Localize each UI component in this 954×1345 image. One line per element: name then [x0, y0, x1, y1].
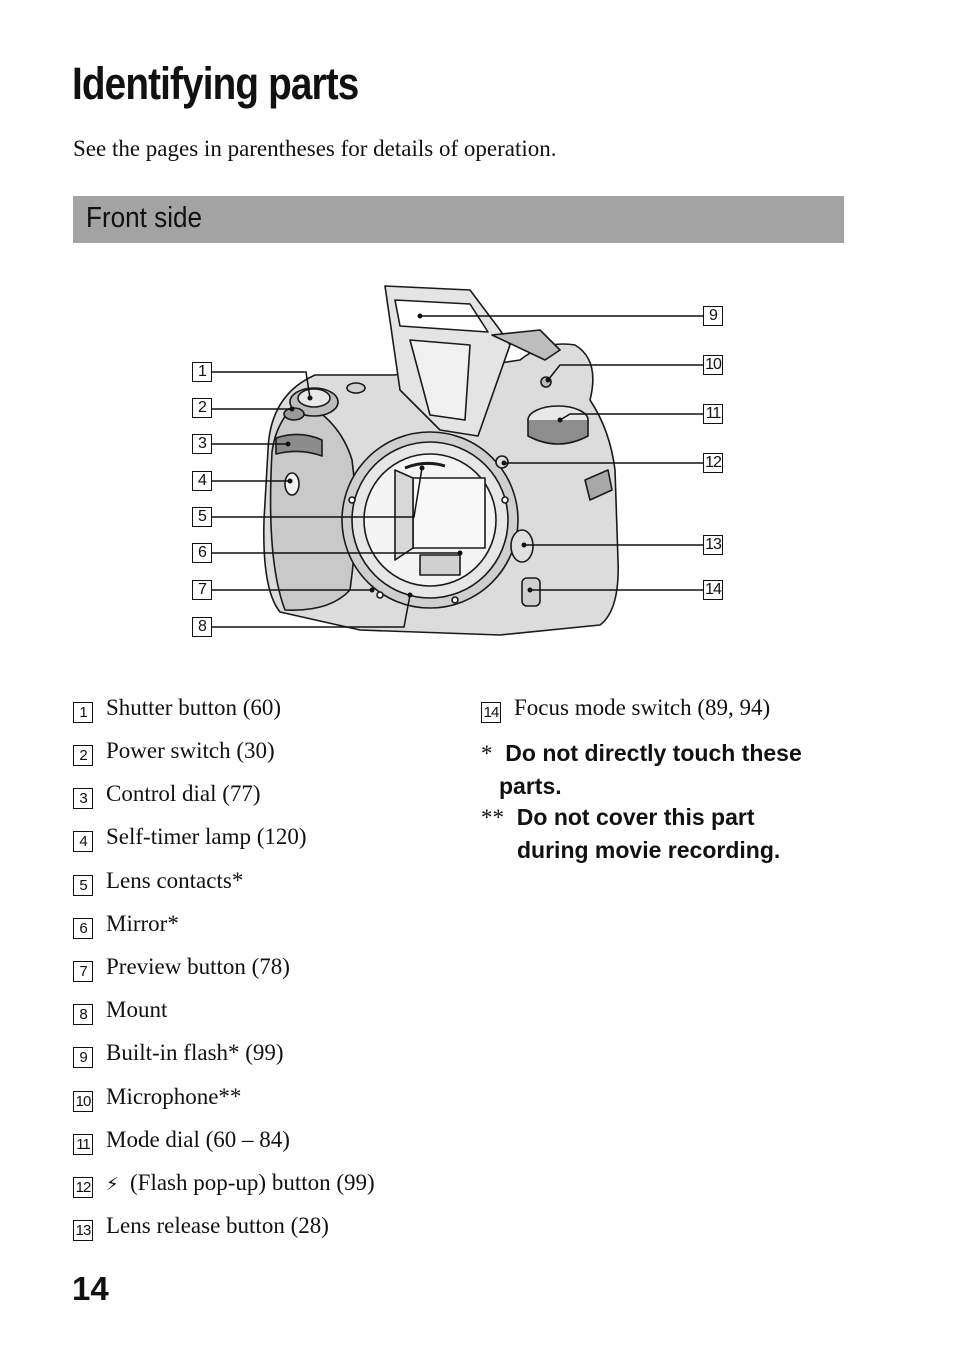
callout-6: 6	[192, 543, 212, 563]
callout-1: 1	[192, 362, 212, 382]
callout-4: 4	[192, 471, 212, 491]
item-number: 7	[73, 961, 93, 982]
list-item	[481, 695, 770, 725]
section-title: Front side	[86, 202, 203, 234]
item-number: 5	[73, 875, 93, 896]
item-label: Focus mode switch (89, 94)	[514, 695, 771, 720]
item-label: Shutter button (60)	[106, 695, 282, 720]
list-item	[73, 1084, 241, 1114]
item-number: 8	[73, 1004, 93, 1025]
item-label: Microphone**	[106, 1084, 242, 1109]
item-label: Lens contacts*	[106, 868, 244, 893]
callout-3: 3	[192, 434, 212, 454]
list-item	[73, 824, 307, 854]
list-item	[73, 781, 261, 811]
callout-7: 7	[192, 580, 212, 600]
item-number: 12	[73, 1177, 93, 1198]
callout-9: 9	[703, 306, 723, 326]
item-label: Mount	[106, 997, 168, 1022]
item-label: Lens release button (28)	[106, 1213, 329, 1238]
list-item	[73, 695, 281, 725]
note-mark: *	[481, 741, 493, 766]
callout-13: 13	[703, 535, 723, 555]
list-item	[73, 868, 243, 898]
item-number: 14	[481, 702, 501, 723]
item-label: Power switch (30)	[106, 738, 275, 763]
item-label: Preview button (78)	[106, 954, 290, 979]
item-number: 13	[73, 1220, 93, 1241]
page-title: Identifying parts	[72, 58, 359, 109]
list-item	[73, 1213, 329, 1243]
item-label: (Flash pop-up) button (99)	[130, 1170, 375, 1195]
item-number: 9	[73, 1047, 93, 1068]
item-label: Built-in flash* (99)	[106, 1040, 284, 1065]
note-double-asterisk	[481, 801, 780, 866]
callout-5: 5	[192, 507, 212, 527]
flash-icon: ⚡	[106, 1174, 119, 1195]
item-number: 10	[73, 1091, 93, 1112]
item-label: Mode dial (60 – 84)	[106, 1127, 290, 1152]
list-item	[73, 1127, 290, 1157]
list-item	[73, 1170, 375, 1200]
callout-12: 12	[703, 453, 723, 473]
note-single-asterisk	[481, 737, 802, 802]
list-item	[73, 997, 167, 1027]
note-line: parts.	[499, 773, 562, 799]
list-item	[73, 911, 179, 941]
item-label: Self-timer lamp (120)	[106, 824, 307, 849]
callout-14: 14	[703, 580, 723, 600]
note-mark: **	[481, 805, 504, 830]
callout-2: 2	[192, 398, 212, 418]
item-number: 11	[73, 1134, 93, 1155]
list-item	[73, 954, 290, 984]
callout-11: 11	[703, 404, 723, 424]
list-item	[73, 738, 275, 768]
callout-10: 10	[703, 355, 723, 375]
note-line: Do not directly touch these	[505, 740, 802, 766]
page-number: 14	[72, 1270, 109, 1307]
item-label: Mirror*	[106, 911, 179, 936]
intro-text: See the pages in parentheses for details of operation.	[73, 136, 557, 161]
list-item	[73, 1040, 284, 1070]
item-number: 4	[73, 831, 93, 852]
item-label: Control dial (77)	[106, 781, 261, 806]
note-line: during movie recording.	[517, 837, 781, 863]
item-number: 1	[73, 702, 93, 723]
item-number: 6	[73, 918, 93, 939]
note-line: Do not cover this part	[516, 804, 755, 830]
item-number: 2	[73, 745, 93, 766]
callout-8: 8	[192, 617, 212, 637]
item-number: 3	[73, 788, 93, 809]
